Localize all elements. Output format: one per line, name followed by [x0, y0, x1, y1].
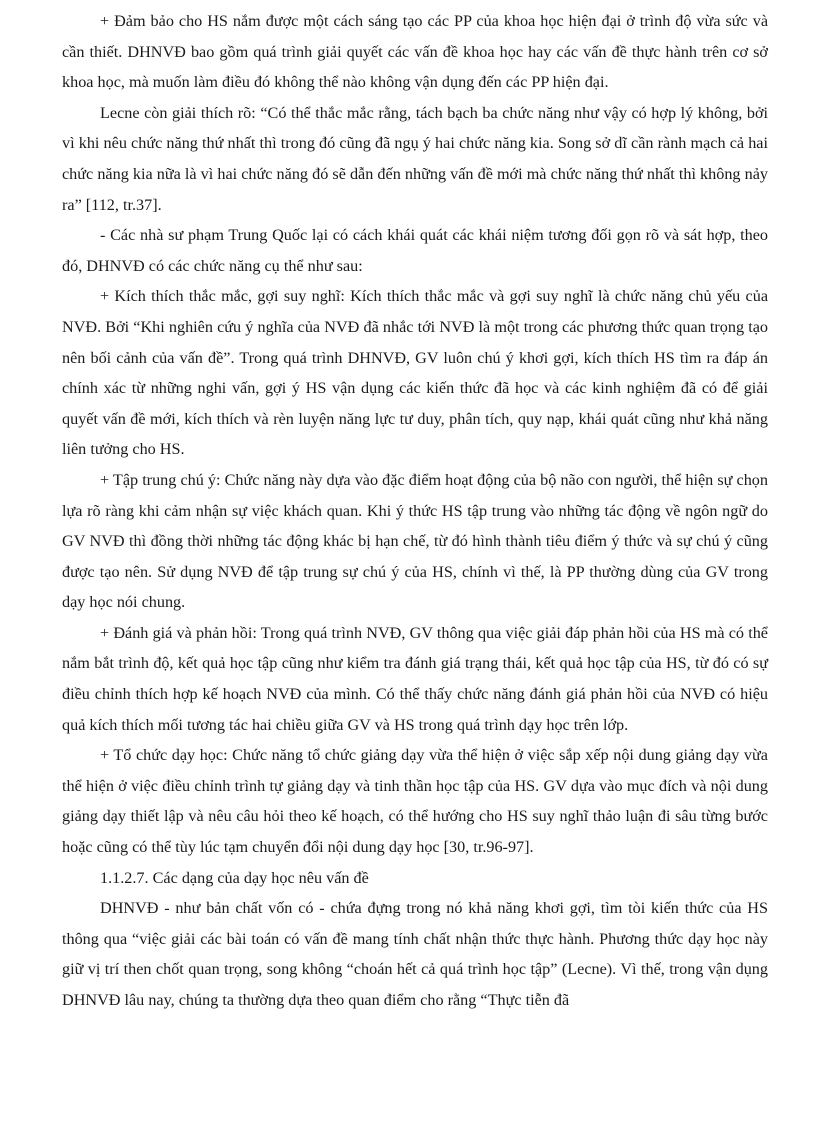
paragraph-function-scientific-methods: + Đảm bảo cho HS nắm được một cách sáng tạo các PP của khoa học hiện đại ở trình độ vừa sức và cần thiết. DHNVĐ bao gồm quá trình giải quyết các vấn đề khoa học hay các vấn đề thực hành trên cơ sở khoa học, mà muốn làm điều đó không thể nào không vận dụng đến các PP hiện đại.	[62, 12, 768, 92]
document-page	[62, 6, 768, 1016]
section-heading: 1.1.2.7. Các dạng của dạy học nêu vấn đề	[100, 868, 369, 887]
paragraph-organize-teaching: + Tổ chức dạy học: Chức năng tổ chức giảng dạy vừa thể hiện ở việc sắp xếp nội dung giảng dạy vừa thể hiện ở việc điều chỉnh trình tự giảng dạy và tinh thần học tập của HS. GV dựa vào mục đích và nội dung giảng dạy thiết lập và nêu câu hỏi theo kế hoạch, có thể hướng cho HS suy nghĩ thảo luận đi sâu từng bước hoặc cũng có thể tùy lúc tạm chuyển đổi nội dung dạy học [30, tr.96-97].	[62, 746, 768, 857]
paragraph-lecne-explanation: Lecne còn giải thích rõ: “Có thể thắc mắc rằng, tách bạch ba chức năng như vậy có hợp lý không, bởi vì khi nêu chức năng thứ nhất thì trong đó cũng đã ngụ ý hai chức năng kia. Song sở dĩ cần rành mạch cả hai chức năng kia nữa là vì hai chức năng đó sẽ dẫn đến những vấn đề mới mà chức năng thứ nhất thì không nảy ra” [112, tr.37].	[62, 103, 768, 214]
paragraph-dhnvd-nature: DHNVĐ - như bản chất vốn có - chứa đựng trong nó khả năng khơi gợi, tìm tòi kiến thức của HS thông qua “việc giải các bài toán có vấn đề mang tính chất nhận thức thực hành. Phương thức dạy học này giữ vị trí then chốt quan trọng, song không “choán hết cả quá trình học tập” (Lecne). Vì thế, trong vận dụng DHNVĐ lâu nay, chúng ta thường dựa theo quan điểm cho rằng “Thực tiễn đã	[62, 899, 768, 1009]
paragraph-evaluation-feedback: + Đánh giá và phản hồi: Trong quá trình NVĐ, GV thông qua việc giải đáp phản hồi của HS mà có thể nắm bắt trình độ, kết quả học tập cũng như kiểm tra đánh giá trạng thái, kết quả học tập của HS, từ đó có sự điều chỉnh thích hợp kế hoạch NVĐ của mình. Có thể thấy chức năng đánh giá phản hồi của NVĐ có hiệu quả kích thích mối tương tác hai chiều giữa GV và HS trong quá trình dạy học trên lớp.	[62, 623, 768, 734]
paragraph-focus-attention: + Tập trung chú ý: Chức năng này dựa vào đặc điểm hoạt động của bộ não con người, thể hiện sự chọn lựa rõ ràng khi cảm nhận sự việc khách quan. Khi ý thức HS tập trung vào những tác động về ngôn ngữ do GV NVĐ thì đồng thời những tác động khác bị hạn chế, từ đó hình thành tiêu điểm ý thức và sự chú ý cũng được tạo nên. Sử dụng NVĐ để tập trung sự chú ý của HS, chính vì thế, là PP thường dùng của GV trong dạy học nói chung.	[62, 470, 768, 612]
paragraph-stimulate-thinking: + Kích thích thắc mắc, gợi suy nghĩ: Kích thích thắc mắc và gợi suy nghĩ là chức năng chủ yếu của NVĐ. Bởi “Khi nghiên cứu ý nghĩa của NVĐ đã nhắc tới NVĐ là một trong các phương thức quan trọng tạo nên bối cảnh của vấn đề”. Trong quá trình DHNVĐ, GV luôn chú ý khơi gợi, kích thích HS tìm ra đáp án chính xác từ những nghi vấn, gợi ý HS vận dụng các kiến thức đã học và các kinh nghiệm đã có để giải quyết vấn đề mới, kích thích và rèn luyện năng lực tư duy, phân tích, quy nạp, khái quát cũng như khả năng liên tưởng cho HS.	[62, 287, 768, 459]
paragraph-chinese-educators: - Các nhà sư phạm Trung Quốc lại có cách khái quát các khái niệm tương đối gọn rõ và sát hợp, theo đó, DHNVĐ có các chức năng cụ thể như sau:	[62, 226, 768, 275]
